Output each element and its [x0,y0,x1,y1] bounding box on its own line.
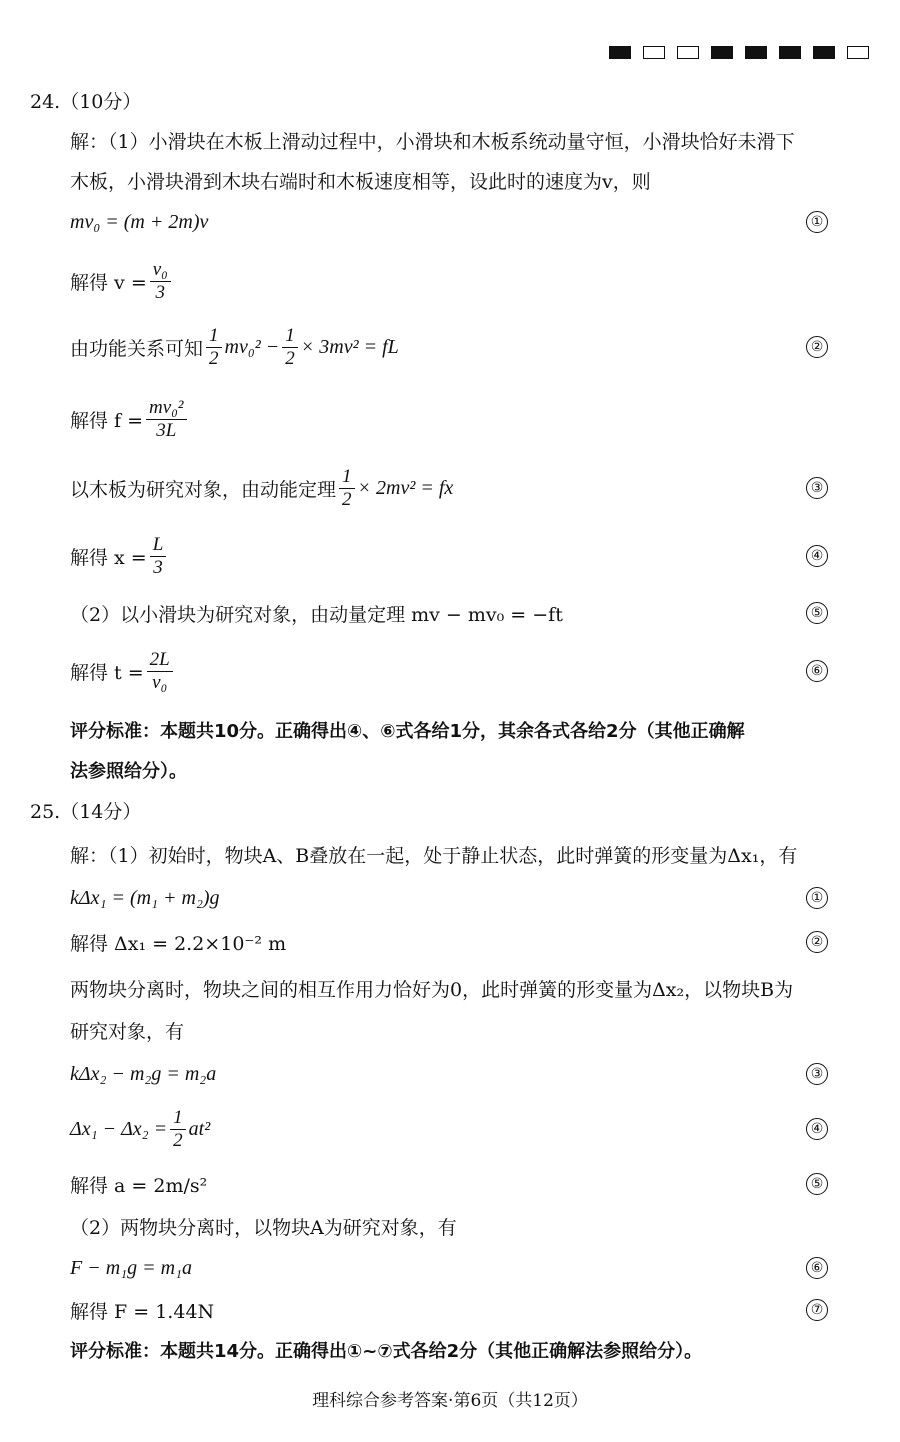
q25-eq1 [70,878,868,918]
q25-text3-text: （2）两物块分离时，以物块A为研究对象，有 [70,1216,457,1239]
q25-score [70,1330,868,1370]
fraction [206,325,222,370]
eq-number: ① [806,211,828,233]
mark-empty [643,46,665,59]
q24-intro2 [70,160,868,200]
fraction [282,325,298,370]
denominator: 2 [342,488,352,510]
q25-text3 [70,1206,868,1246]
q25-intro-text: 解：（1）初始时，物块A、B叠放在一起，处于静止状态，此时弹簧的形变量为Δx₁，有 [70,844,798,867]
denominator: 3 [153,556,163,578]
q25-eq5 [70,1164,868,1204]
q24-score2-text: 法参照给分）。 [70,761,187,782]
eq-number: ④ [806,1118,828,1140]
q24-eq4-prefix: 解得 x = [70,546,147,569]
fraction [146,397,186,442]
q24-eq4 [70,531,868,581]
q24-score1-text: 评分标准：本题共10分。正确得出④、⑥式各给1分，其余各式各给2分（其他正确解 [70,721,745,742]
q24-eq1-text: mv₀ = (m + 2m)v [70,210,209,233]
q24-eq3-tail: × 2mv² = fx [357,476,454,499]
eq-number: ③ [806,1063,828,1085]
fraction [150,259,171,304]
q25-eq1-text: kΔx₁ = (m₁ + m₂)g [70,886,220,909]
q25-header [30,790,868,830]
eq-number: ② [806,931,828,953]
q24-eq3 [70,463,868,513]
q25-eq4 [70,1104,868,1154]
q25-text2a [70,968,868,1008]
q24-sol2-prefix: 解得 f = [70,409,144,432]
eq-number: ⑥ [806,1257,828,1279]
denominator: 2 [209,347,219,369]
q25-eq6 [70,1248,868,1288]
q25-text2a-text: 两物块分离时，物块之间的相互作用力恰好为0，此时弹簧的形变量为Δx₂，以物块B为 [70,978,794,1001]
eq-number: ② [806,336,828,358]
numerator: 1 [206,325,222,348]
q25-eq3-text: kΔx₂ − m₂g = m₂a [70,1062,217,1085]
q25-eq2 [70,922,868,962]
q25-eq6-text: F − m₁g = m₁a [70,1256,193,1279]
q25-eq4-prefix: Δx₁ − Δx₂ = [70,1117,168,1140]
q24-eq2-tail: × 3mv² = fL [300,335,399,358]
q24-score1 [70,710,868,750]
numerator: L [150,534,167,557]
q25-eq5-text: 解得 a = 2m/s² [70,1174,208,1197]
q24-eq3-prefix: 以木板为研究对象，由动能定理 [70,478,337,501]
q25-eq3 [70,1054,868,1094]
q24-sol1 [70,256,868,306]
fraction [150,534,167,579]
q24-eq6 [70,646,868,696]
q24-eq2 [70,322,868,372]
q25-eq7 [70,1290,868,1330]
mark-filled [745,46,767,59]
eq-number: ④ [806,545,828,567]
mark-empty [677,46,699,59]
fraction [339,466,355,511]
denominator: 2 [173,1129,183,1151]
q24-intro2-text: 木板，小滑块滑到木块右端时和木板速度相等，设此时的速度为v，则 [70,170,651,193]
page-footer: 理科综合参考答案·第6页（共12页） [312,1391,588,1411]
eq-number: ⑤ [806,1173,828,1195]
q25-eq4-tail: at² [188,1117,211,1140]
mark-filled [711,46,733,59]
progress-marks [609,46,869,59]
fraction [170,1107,186,1152]
q25-intro [70,834,868,874]
denominator: v₀ [152,671,168,693]
numerator: 1 [170,1107,186,1130]
q24-header [30,80,868,120]
q24-eq2-mid: mv₀² − [224,335,280,358]
q25-score-text: 评分标准：本题共14分。正确得出①~⑦式各给2分（其他正确解法参照给分）。 [70,1341,703,1362]
mark-empty [847,46,869,59]
q24-header-text: 24.（10分） [30,90,142,113]
q25-eq2-text: 解得 Δx₁ = 2.2×10⁻² m [70,932,287,955]
q25-text2b-text: 研究对象，有 [70,1020,185,1043]
denominator: 3L [156,419,177,441]
fraction [147,649,173,694]
eq-number: ⑦ [806,1299,828,1321]
q24-eq6-prefix: 解得 t = [70,661,144,684]
mark-filled [779,46,801,59]
q25-header-text: 25.（14分） [30,800,142,823]
q24-eq2-prefix: 由功能关系可知 [70,337,204,360]
q24-score2 [70,750,868,790]
q24-eq5 [70,593,868,633]
q24-eq1 [70,202,868,242]
mark-filled [813,46,835,59]
eq-number: ① [806,887,828,909]
q25-text2b [70,1010,868,1050]
numerator: 1 [282,325,298,348]
q24-eq5-text: （2）以小滑块为研究对象，由动量定理 mv − mv₀ = −ft [70,603,563,626]
numerator: 2L [147,649,173,672]
eq-number: ③ [806,477,828,499]
numerator: v₀ [150,259,171,282]
eq-number: ⑤ [806,602,828,624]
denominator: 3 [155,281,165,303]
q24-intro1 [70,120,868,160]
q24-sol1-prefix: 解得 v = [70,271,147,294]
denominator: 2 [285,347,295,369]
numerator: mv₀² [146,397,186,420]
numerator: 1 [339,466,355,489]
eq-number: ⑥ [806,660,828,682]
q25-eq7-text: 解得 F = 1.44N [70,1300,215,1323]
mark-filled [609,46,631,59]
q24-sol2 [70,392,868,446]
q24-intro1-text: 解：（1）小滑块在木板上滑动过程中，小滑块和木板系统动量守恒，小滑块恰好未滑下 [70,130,795,153]
